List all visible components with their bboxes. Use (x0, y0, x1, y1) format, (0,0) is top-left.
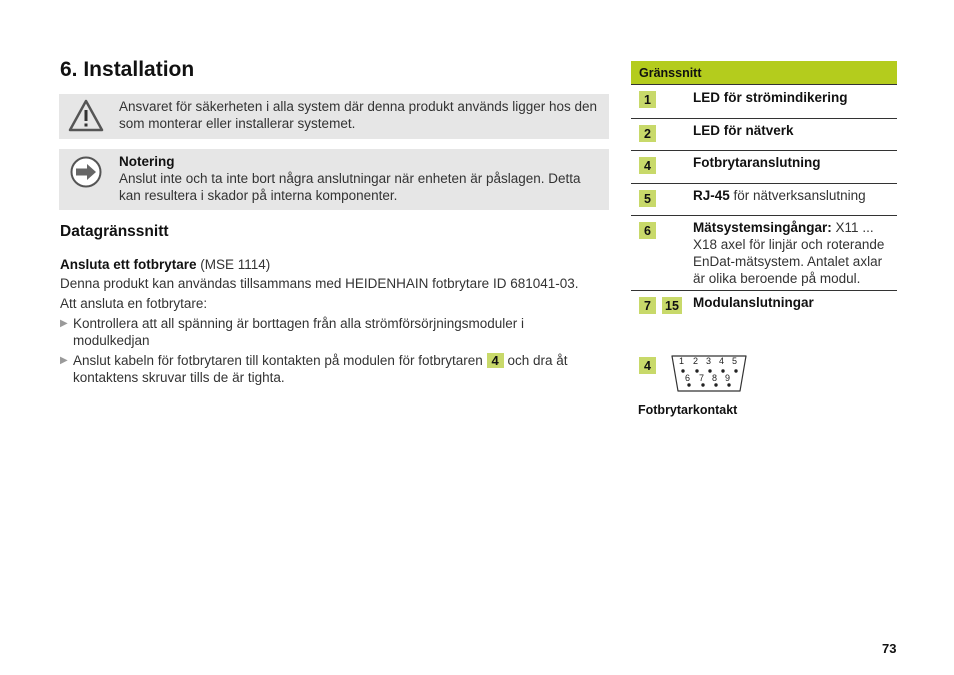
arrow-right-icon (70, 156, 102, 188)
table-row (631, 184, 897, 216)
row-text: X11 ... X18 axel för linjär och roterande EnDat-mätsystem. Antalet axlar är olika beroende på modul. (693, 220, 885, 286)
pin-label: 6 (685, 373, 691, 383)
subheading-bold: Ansluta ett fotbrytare (60, 257, 197, 272)
pin-label: 8 (712, 373, 718, 383)
row-number: 7 (639, 297, 656, 314)
bullet-text: och dra åt kontaktens skruvar tills de är tighta. (73, 353, 568, 385)
row-label: Fotbrytaranslutning (693, 155, 821, 170)
row-label: LED för nätverk (693, 123, 794, 138)
pin-label: 4 (719, 356, 725, 366)
warning-icon (68, 99, 104, 133)
pin-label: 2 (693, 356, 699, 366)
row-number: 15 (662, 297, 682, 314)
bullet-item (60, 315, 560, 349)
row-number: 2 (639, 125, 656, 142)
table-row (631, 291, 897, 321)
pin-label: 3 (706, 356, 712, 366)
note-text: Anslut inte och ta inte bort några anslutningar när enheten är påslagen. Detta kan resultera i skador på interna komponenter. (119, 171, 581, 203)
row-number: 6 (639, 222, 656, 239)
row-number: 5 (639, 190, 656, 207)
note-heading: Notering (119, 154, 175, 169)
paragraph: Att ansluta en fotbrytare: (60, 296, 208, 311)
table-row (631, 216, 897, 291)
pin-label: 7 (699, 373, 705, 383)
row-label: Mätsystemsingångar: (693, 220, 832, 235)
pin-label: 1 (679, 356, 685, 366)
connector-caption: Fotbrytarkontakt (638, 403, 738, 417)
bullet-text: Kontrollera att all spänning är borttagen från alla strömförsörjningsmoduler i modulkedjan (73, 316, 524, 348)
paragraph: Denna produkt kan användas tillsammans med HEIDENHAIN fotbrytare ID 681041-03. (60, 276, 579, 291)
interface-table-header: Gränssnitt (631, 61, 897, 85)
page-number: 73 (882, 641, 897, 656)
warning-box (59, 94, 609, 139)
row-label: RJ-45 (693, 188, 730, 203)
pin-label: 5 (732, 356, 738, 366)
table-row (631, 119, 897, 151)
section-heading: Datagränssnitt (60, 223, 169, 240)
row-text: för nätverksanslutning (729, 188, 866, 203)
table-row (631, 85, 897, 119)
bullet-arrow-icon: ▶ (60, 355, 68, 366)
bullet-item (60, 352, 600, 386)
subheading-normal: (MSE 1114) (196, 257, 271, 272)
page-title: 6. Installation (60, 58, 195, 81)
subheading (60, 256, 600, 273)
warning-text: Ansvaret för säkerheten i alla system där denna produkt används ligger hos den som monterar eller installerar systemet. (119, 99, 598, 131)
connector-badge: 4 (487, 353, 504, 368)
row-number: 1 (639, 91, 656, 108)
connector-badge: 4 (639, 357, 656, 374)
pin-label: 9 (725, 373, 731, 383)
bullet-text: Anslut kabeln för fotbrytaren till kontakten på modulen för fotbrytaren (73, 353, 483, 368)
row-label: LED för strömindikering (693, 90, 848, 105)
note-content (119, 153, 605, 204)
row-label: Modulanslutningar (693, 295, 814, 310)
bullet-arrow-icon: ▶ (60, 318, 68, 329)
table-row (631, 151, 897, 184)
row-number: 4 (639, 157, 656, 174)
note-box (59, 149, 609, 210)
dsub9-connector (669, 354, 749, 394)
